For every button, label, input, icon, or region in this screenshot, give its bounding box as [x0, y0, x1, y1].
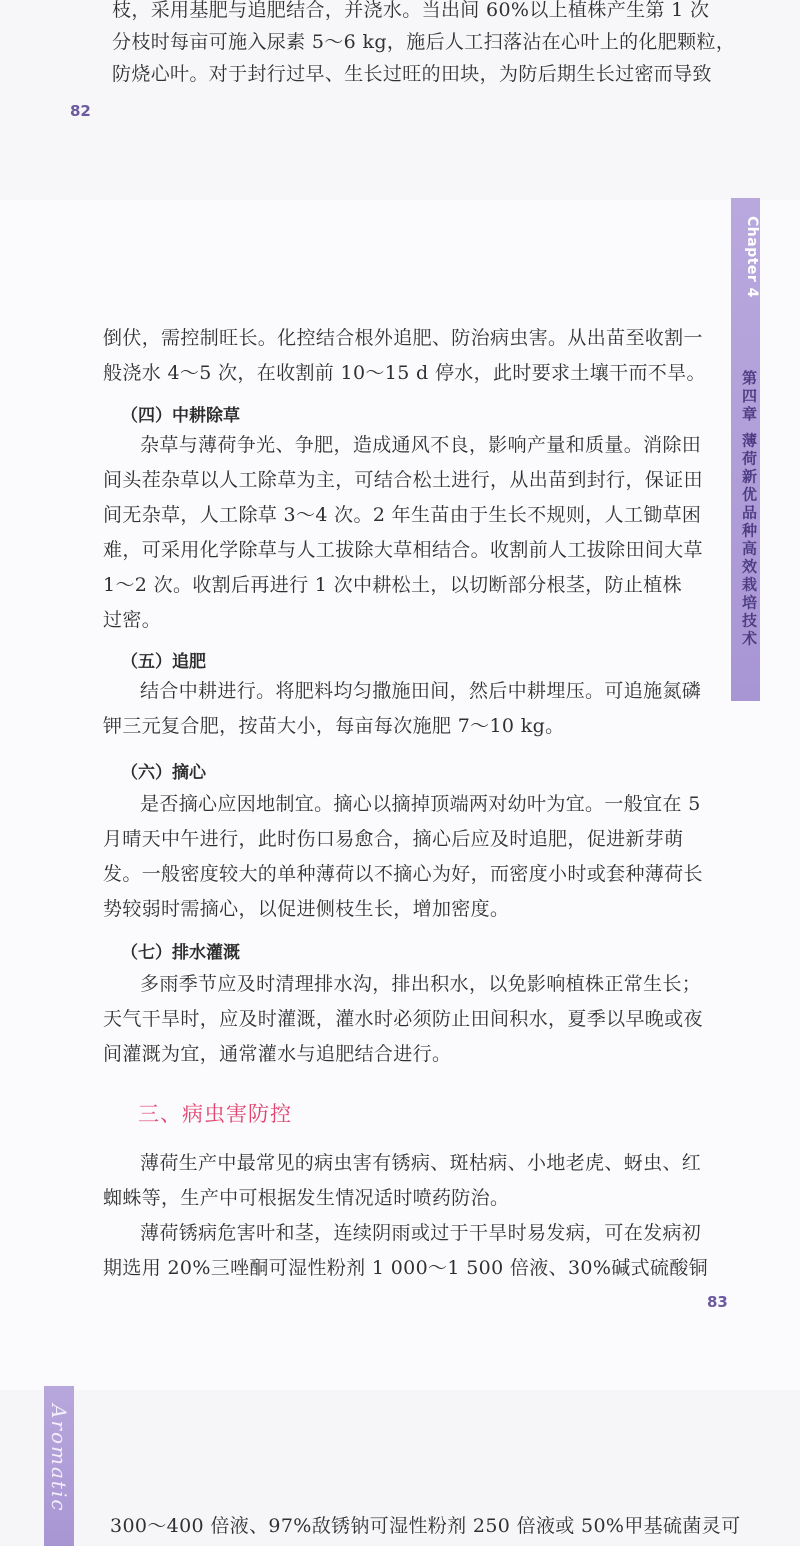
body-line: 间头茬杂草以人工除草为主，可结合松土进行，从出苗到封行，保证田 — [103, 469, 703, 491]
chapter-label-chinese: 第四章 薄荷新优品种高效栽培技术 — [740, 370, 758, 649]
body-line: 过密。 — [103, 609, 162, 631]
body-line: 枝，采用基肥与追肥结合，并浇水。当出间 60%以上植株产生第 1 次 — [112, 0, 710, 21]
body-line: 防烧心叶。对于封行过早、生长过旺的田块，为防后期生长过密而导致 — [112, 63, 712, 85]
body-line: 间无杂草，人工除草 3～4 次。2 年生苗由于生长不规则，人工锄草困 — [103, 504, 702, 526]
body-line: 300～400 倍液、97%敌锈钠可湿性粉剂 250 倍液或 50%甲基硫菌灵可 — [110, 1515, 741, 1537]
subsection-heading: （五）追肥 — [121, 652, 206, 672]
subsection-heading: （七）排水灌溉 — [121, 943, 240, 963]
page-82-fragment — [0, 0, 800, 200]
subsection-heading: （六）摘心 — [121, 763, 206, 783]
body-line: 1～2 次。收割后再进行 1 次中耕松土，以切断部分根茎，防止植株 — [103, 574, 682, 596]
chapter-label-english: Chapter 4 — [744, 216, 760, 298]
body-line: 多雨季节应及时清理排水沟，排出积水，以免影响植株正常生长； — [140, 973, 702, 995]
body-line: 蜘蛛等，生产中可根据发生情况适时喷药防治。 — [103, 1187, 510, 1209]
body-line: 是否摘心应因地制宜。摘心以摘掉顶端两对幼叶为宜。一般宜在 5 — [140, 793, 701, 815]
body-line: 分枝时每亩可施入尿素 5～6 kg，施后人工扫落沾在心叶上的化肥颗粒， — [112, 31, 736, 53]
body-line: 难，可采用化学除草与人工拔除大草相结合。收割前人工拔除田间大草 — [103, 539, 703, 561]
body-line: 般浇水 4～5 次，在收割前 10～15 d 停水，此时要求土壤干而不旱。 — [103, 362, 706, 384]
subsection-heading: （四）中耕除草 — [121, 406, 240, 426]
page-84-fragment — [0, 1390, 800, 1546]
body-line: 发。一般密度较大的单种薄荷以不摘心为好，而密度小时或套种薄荷长 — [103, 863, 703, 885]
page-83 — [0, 200, 800, 1390]
body-line: 势较弱时需摘心，以促进侧枝生长，增加密度。 — [103, 898, 510, 920]
page-number: 83 — [707, 1293, 728, 1311]
body-line: 薄荷生产中最常见的病虫害有锈病、斑枯病、小地老虎、蚜虫、红 — [140, 1152, 702, 1174]
body-line: 杂草与薄荷争光、争肥，造成通风不良，影响产量和质量。消除田 — [140, 434, 702, 456]
section-title: 三、病虫害防控 — [138, 1102, 292, 1126]
side-tab-label: Aromatic — [47, 1404, 71, 1513]
body-line: 天气干旱时，应及时灌溉，灌水时必须防止田间积水，夏季以早晚或夜 — [103, 1008, 703, 1030]
body-line: 钾三元复合肥，按苗大小，每亩每次施肥 7～10 kg。 — [103, 715, 565, 737]
chapter-side-tab — [731, 198, 760, 701]
body-line: 期选用 20%三唑酮可湿性粉剂 1 000～1 500 倍液、30%碱式硫酸铜 — [103, 1257, 709, 1279]
page-number: 82 — [70, 102, 91, 120]
body-line: 间灌溉为宜，通常灌水与追肥结合进行。 — [103, 1043, 452, 1065]
body-line: 月晴天中午进行，此时伤口易愈合，摘心后应及时追肥，促进新芽萌 — [103, 828, 684, 850]
body-line: 结合中耕进行。将肥料均匀撒施田间，然后中耕埋压。可追施氮磷 — [140, 680, 702, 702]
body-line: 薄荷锈病危害叶和茎，连续阴雨或过于干旱时易发病，可在发病初 — [140, 1222, 702, 1244]
body-line: 倒伏，需控制旺长。化控结合根外追肥、防治病虫害。从出苗至收割一 — [103, 327, 703, 349]
aromatic-side-tab — [44, 1386, 74, 1546]
